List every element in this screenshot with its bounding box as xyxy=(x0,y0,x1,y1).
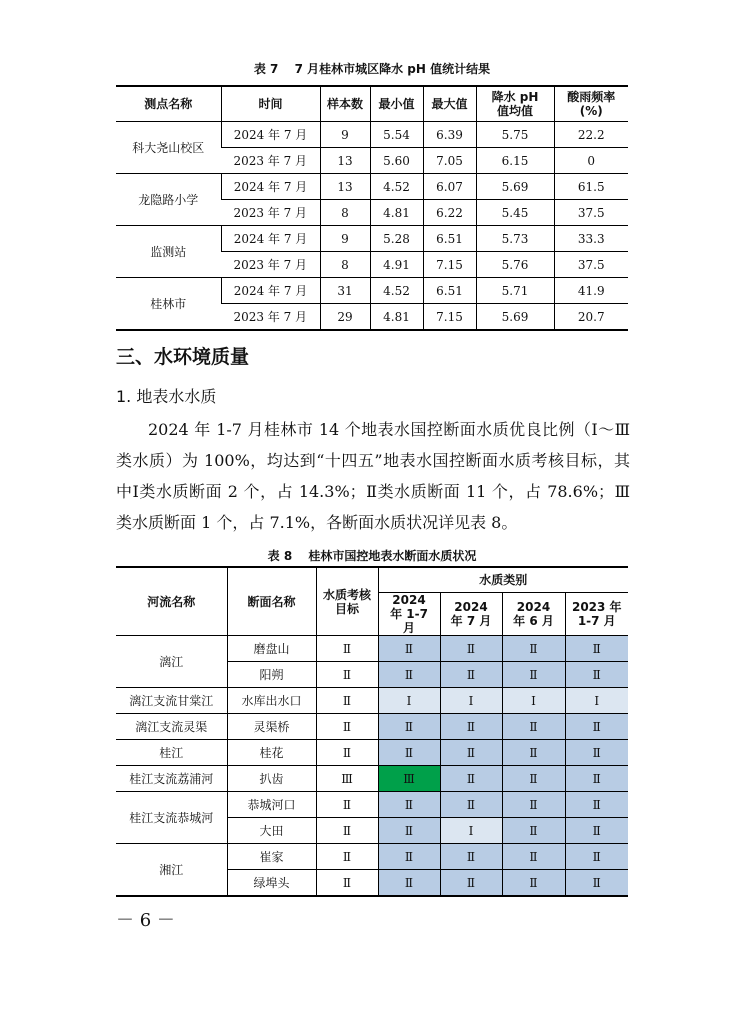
table7-mean: 5.45 xyxy=(476,200,554,226)
table8-quality-cell: Ⅰ xyxy=(502,688,565,714)
table7-header-row xyxy=(116,86,628,122)
table7-header-mean: 降水 pH 值均值 xyxy=(476,86,554,122)
table7-header-samples: 样本数 xyxy=(320,86,370,122)
body-paragraph: 2024 年 1-7 月桂林市 14 个地表水国控断面水质优良比例（Ⅰ～Ⅲ类水质）为 100%，均达到“十四五”地表水国控断面水质考核目标，其中Ⅰ类水质断面 2 个，占 14.3%；Ⅱ类水质断面 11 个，占 78.6%；Ⅲ类水质断面 1 个，占 7.1%，各断面水质状况详见表 8。 xyxy=(116,420,630,532)
table7-mean: 5.71 xyxy=(476,278,554,304)
table8-target: Ⅱ xyxy=(316,740,378,766)
table7-mean: 5.76 xyxy=(476,252,554,278)
table8-quality-cell: Ⅱ xyxy=(440,766,502,792)
table7-time: 2023 年 7 月 xyxy=(221,148,320,174)
table7-samples: 8 xyxy=(320,252,370,278)
table8-quality-cell: Ⅱ xyxy=(440,740,502,766)
table8-header-period: 2024 年 6 月 xyxy=(502,593,565,636)
table8-quality-cell: Ⅰ xyxy=(440,818,502,844)
table8-quality-cell: Ⅱ xyxy=(502,792,565,818)
table8-quality-cell: Ⅱ xyxy=(565,662,628,688)
table7-max: 7.05 xyxy=(423,148,476,174)
table8-quality-cell: Ⅱ xyxy=(502,818,565,844)
table8-section: 扒齿 xyxy=(227,766,316,792)
table8-section: 阳朔 xyxy=(227,662,316,688)
table8-quality-cell: Ⅱ xyxy=(378,792,440,818)
table-row xyxy=(116,714,628,740)
table8-quality-cell: Ⅱ xyxy=(565,792,628,818)
table8-quality-cell: Ⅱ xyxy=(565,636,628,662)
table8-quality-cell: Ⅱ xyxy=(378,636,440,662)
table8-quality-cell: Ⅱ xyxy=(440,636,502,662)
table8-quality-cell: Ⅱ xyxy=(440,792,502,818)
table8-section: 磨盘山 xyxy=(227,636,316,662)
table7 xyxy=(116,85,628,331)
table8-river: 桂江 xyxy=(116,740,227,766)
section-heading: 三、水环境质量 xyxy=(116,346,250,368)
table7-freq: 37.5 xyxy=(554,252,628,278)
table7-max: 7.15 xyxy=(423,304,476,331)
table-row xyxy=(116,122,628,148)
table-row xyxy=(116,844,628,870)
table-row xyxy=(116,792,628,818)
table7-time: 2024 年 7 月 xyxy=(221,174,320,200)
table7-samples: 8 xyxy=(320,200,370,226)
table7-max: 6.39 xyxy=(423,122,476,148)
table7-samples: 9 xyxy=(320,226,370,252)
table8-quality-cell: Ⅱ xyxy=(565,870,628,897)
table8-section: 水库出水口 xyxy=(227,688,316,714)
table7-time: 2024 年 7 月 xyxy=(221,122,320,148)
table8-quality-cell: Ⅱ xyxy=(378,714,440,740)
table7-samples: 29 xyxy=(320,304,370,331)
table8-section: 灵渠桥 xyxy=(227,714,316,740)
table8-quality-cell: Ⅱ xyxy=(440,844,502,870)
table7-mean: 5.75 xyxy=(476,122,554,148)
table8-section: 大田 xyxy=(227,818,316,844)
table8-target: Ⅱ xyxy=(316,818,378,844)
table7-mean: 6.15 xyxy=(476,148,554,174)
table7-min: 4.52 xyxy=(370,278,423,304)
table7-samples: 13 xyxy=(320,148,370,174)
table7-samples: 31 xyxy=(320,278,370,304)
table-row xyxy=(116,766,628,792)
table7-min: 4.81 xyxy=(370,304,423,331)
table7-time: 2024 年 7 月 xyxy=(221,278,320,304)
table7-min: 4.91 xyxy=(370,252,423,278)
table8-quality-cell: Ⅱ xyxy=(502,870,565,897)
section-subheading: 1. 地表水水质 xyxy=(116,387,217,406)
table8-quality-cell: Ⅱ xyxy=(502,636,565,662)
table8-quality-cell: Ⅱ xyxy=(378,818,440,844)
table7-min: 4.81 xyxy=(370,200,423,226)
table-row xyxy=(116,174,628,200)
table7-time: 2023 年 7 月 xyxy=(221,252,320,278)
table7-max: 6.51 xyxy=(423,278,476,304)
table7-min: 5.54 xyxy=(370,122,423,148)
table8-header-river: 河流名称 xyxy=(116,567,227,636)
table8-quality-cell: Ⅱ xyxy=(440,714,502,740)
table8-target: Ⅱ xyxy=(316,636,378,662)
table8-target: Ⅲ xyxy=(316,766,378,792)
table8-quality-cell: Ⅱ xyxy=(565,740,628,766)
table7-time: 2023 年 7 月 xyxy=(221,200,320,226)
table7-mean: 5.69 xyxy=(476,304,554,331)
table7-min: 5.60 xyxy=(370,148,423,174)
table7-header-max: 最大值 xyxy=(423,86,476,122)
table7-freq: 0 xyxy=(554,148,628,174)
table7-header-site: 测点名称 xyxy=(116,86,221,122)
table7-max: 7.15 xyxy=(423,252,476,278)
table8-quality-cell: Ⅱ xyxy=(378,662,440,688)
table8-river: 桂江支流荔浦河 xyxy=(116,766,227,792)
page-number: － 6 － xyxy=(116,910,175,931)
table8-river: 漓江支流灵渠 xyxy=(116,714,227,740)
table7-samples: 13 xyxy=(320,174,370,200)
table8-river: 漓江 xyxy=(116,636,227,688)
table7-min: 4.52 xyxy=(370,174,423,200)
table-row xyxy=(116,226,628,252)
table7-site: 桂林市 xyxy=(116,278,221,331)
table8-target: Ⅱ xyxy=(316,688,378,714)
table8-header-group: 水质类别 xyxy=(378,567,628,593)
table7-min: 5.28 xyxy=(370,226,423,252)
table8-quality-cell: Ⅱ xyxy=(502,740,565,766)
table-row xyxy=(116,636,628,662)
table7-freq: 61.5 xyxy=(554,174,628,200)
table8-header-target: 水质考核目标 xyxy=(316,567,378,636)
table8-header-period: 2024 年 7 月 xyxy=(440,593,502,636)
table7-freq: 22.2 xyxy=(554,122,628,148)
table7-freq: 37.5 xyxy=(554,200,628,226)
table8-caption: 表 8 桂林市国控地表水断面水质状况 xyxy=(267,549,477,563)
table8-quality-cell: Ⅱ xyxy=(565,818,628,844)
table8-header-section: 断面名称 xyxy=(227,567,316,636)
table8-river: 湘江 xyxy=(116,844,227,897)
table8-header-period: 2023 年 1-7 月 xyxy=(565,593,628,636)
table7-time: 2023 年 7 月 xyxy=(221,304,320,331)
table-row xyxy=(116,278,628,304)
table8-quality-cell: Ⅱ xyxy=(378,844,440,870)
table7-freq: 41.9 xyxy=(554,278,628,304)
table8-section: 绿埠头 xyxy=(227,870,316,897)
table8-quality-cell: Ⅰ xyxy=(565,688,628,714)
table7-max: 6.51 xyxy=(423,226,476,252)
table8-quality-cell: Ⅱ xyxy=(502,662,565,688)
table8-quality-cell: Ⅲ xyxy=(378,766,440,792)
table8-target: Ⅱ xyxy=(316,714,378,740)
table8-section: 恭城河口 xyxy=(227,792,316,818)
table7-site: 科大尧山校区 xyxy=(116,122,221,174)
table7-header-time: 时间 xyxy=(221,86,320,122)
table7-time: 2024 年 7 月 xyxy=(221,226,320,252)
table8-quality-cell: Ⅰ xyxy=(378,688,440,714)
table7-header-min: 最小值 xyxy=(370,86,423,122)
table7-max: 6.07 xyxy=(423,174,476,200)
table8-quality-cell: Ⅱ xyxy=(502,844,565,870)
table7-samples: 9 xyxy=(320,122,370,148)
table7-mean: 5.69 xyxy=(476,174,554,200)
table7-freq: 33.3 xyxy=(554,226,628,252)
table8-river: 桂江支流恭城河 xyxy=(116,792,227,844)
table8-section: 崔家 xyxy=(227,844,316,870)
table8-river: 漓江支流甘棠江 xyxy=(116,688,227,714)
table8-quality-cell: Ⅰ xyxy=(440,688,502,714)
table8-quality-cell: Ⅱ xyxy=(565,766,628,792)
table7-max: 6.22 xyxy=(423,200,476,226)
table8-target: Ⅱ xyxy=(316,870,378,897)
table8 xyxy=(116,566,628,897)
table7-freq: 20.7 xyxy=(554,304,628,331)
table8-quality-cell: Ⅱ xyxy=(378,740,440,766)
table7-caption: 表 7 7 月桂林市城区降水 pH 值统计结果 xyxy=(253,62,491,76)
table8-target: Ⅱ xyxy=(316,792,378,818)
table7-header-acid-freq: 酸雨频率(%) xyxy=(554,86,628,122)
table-row xyxy=(116,740,628,766)
table8-target: Ⅱ xyxy=(316,844,378,870)
table8-quality-cell: Ⅱ xyxy=(565,714,628,740)
table8-quality-cell: Ⅱ xyxy=(440,662,502,688)
table8-quality-cell: Ⅱ xyxy=(502,714,565,740)
table8-quality-cell: Ⅱ xyxy=(502,766,565,792)
table8-quality-cell: Ⅱ xyxy=(565,844,628,870)
table7-mean: 5.73 xyxy=(476,226,554,252)
table8-quality-cell: Ⅱ xyxy=(378,870,440,897)
table8-quality-cell: Ⅱ xyxy=(440,870,502,897)
table8-header-period: 2024 年 1-7 月 xyxy=(378,593,440,636)
table7-site: 龙隐路小学 xyxy=(116,174,221,226)
table8-section: 桂花 xyxy=(227,740,316,766)
table7-site: 监测站 xyxy=(116,226,221,278)
table8-header-row xyxy=(116,567,628,593)
table8-target: Ⅱ xyxy=(316,662,378,688)
table-row xyxy=(116,688,628,714)
table8-body xyxy=(116,636,628,897)
